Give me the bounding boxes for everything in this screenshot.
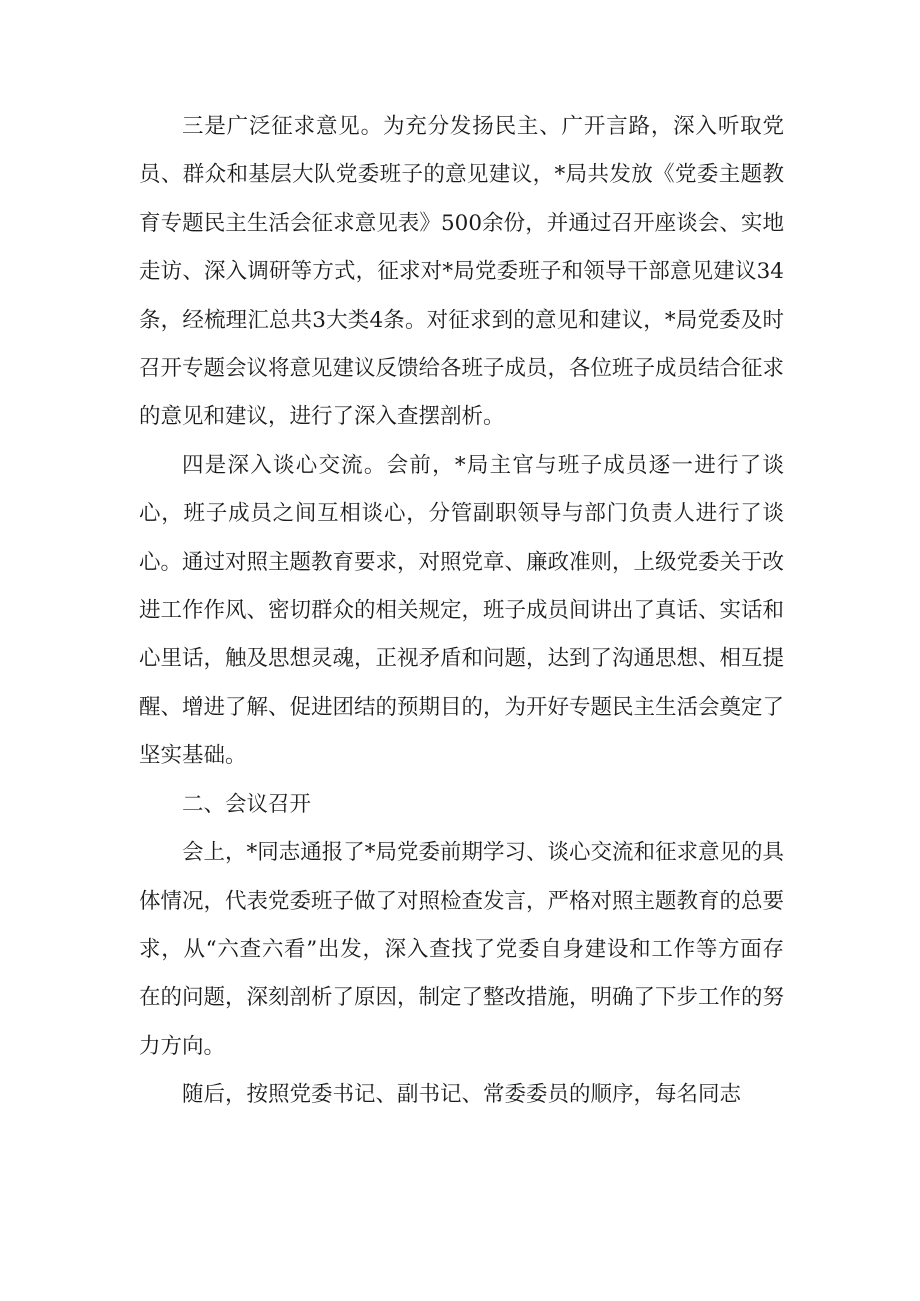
paragraph-heart-to-heart-talks: 四是深入谈心交流。会前，*局主官与班子成员逐一进行了谈心，班子成员之间互相谈心，分管副职领导与部门负责人进行了谈心。通过对照主题教育要求，对照党章、廉政准则，上级党委关于改进工作作风、密切群众的相关规定，班子成员间讲出了真话、实话和心里话，触及思想灵魂，正视矛盾和问题，达到了沟通思想、相互提醒、增进了解、促进团结的预期目的，为开好专题民主生活会奠定了坚实基础。 [139,452,785,769]
paragraph-member-order: 随后，按照党委书记、副书记、常委委员的顺序，每名同志 [182,1082,742,1108]
section-heading-meeting-held: 二、会议召开 [182,791,312,817]
paragraph-meeting-report: 会上，*同志通报了*局党委前期学习、谈心交流和征求意见的具体情况，代表党委班子做了对照检查发言，严格对照主题教育的总要求，从“六查六看”出发，深入查找了党委自身建设和工作等方面存在的问题，深刻剖析了原因，制定了整改措施，明确了下步工作的努力方向。 [139,840,785,1059]
paragraph-soliciting-opinions: 三是广泛征求意见。为充分发扬民主、广开言路，深入听取党员、群众和基层大队党委班子的意见建议，*局共发放《党委主题教育专题民主生活会征求意见表》500余份，并通过召开座谈会、实地走访、深入调研等方式，征求对*局党委班子和领导干部意见建议34条，经梳理汇总共3大类4条。对征求到的意见和建议，*局党委及时召开专题会议将意见建议反馈给各班子成员，各位班子成员结合征求的意见和建议，进行了深入查摆剖析。 [139,114,785,430]
document-body [139,103,784,1120]
